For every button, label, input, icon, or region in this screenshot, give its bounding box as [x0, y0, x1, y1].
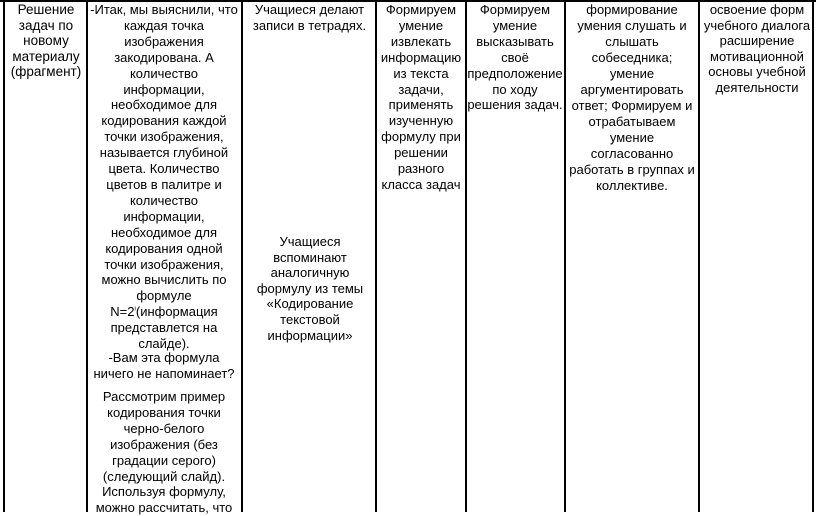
col-border-2 — [241, 0, 243, 512]
formula-exponent: i — [134, 306, 136, 313]
stage-cell: Решение задач по новому материалу (фрагмент) — [10, 2, 82, 80]
col-border-6 — [698, 0, 700, 512]
teacher-paragraph-2: -Вам эта формула ничего не напоминает? — [93, 350, 235, 381]
col-border-5 — [564, 0, 566, 512]
student-activity-top: Учащиеся делают записи в тетрадях. — [252, 2, 367, 33]
col-border-7 — [812, 0, 814, 512]
communicative-ud-cell: формирование умения слушать и слышать собеседника; умение аргументировать ответ; Формируем и отрабатываем умение согласованно работать в группах и коллективе. — [569, 2, 695, 193]
personal-ud-cell: освоение форм учебного диалога расширение мотивационной основы учебной деятельности — [703, 2, 811, 95]
col-border-3 — [375, 0, 377, 512]
col-border-0 — [3, 0, 5, 512]
student-activity-middle: Учащиеся вспоминают аналогичную формулу из темы «Кодирование текстовой информации» — [256, 234, 364, 343]
regulatory-ud-cell: Формируем умение высказывать своё предположение по ходу решения задач. — [467, 2, 563, 113]
teacher-paragraph-3: Рассмотрим пример кодирования точки черно-белого изображения (без градации серого) (следующий слайд). Используя формулу, можно рассчитать, что — [95, 389, 233, 516]
cognitive-ud-cell: Формируем умение извлекать информацию из текста задачи, применять изученную формулу при решении разного класса задач — [380, 2, 462, 192]
teacher-paragraph-1: -Итак, мы выяснили, что каждая точка изображения закодирована. А количество информации, необходимое для кодирования каждой точки изображения, называется глубиной цвета. Количество цветов в палитре и количество информации, необходимое для кодирования одной точки изображения, можно вычислить по формуле $N=2^i(информация$ представлется на слайде). — [90, 2, 238, 352]
